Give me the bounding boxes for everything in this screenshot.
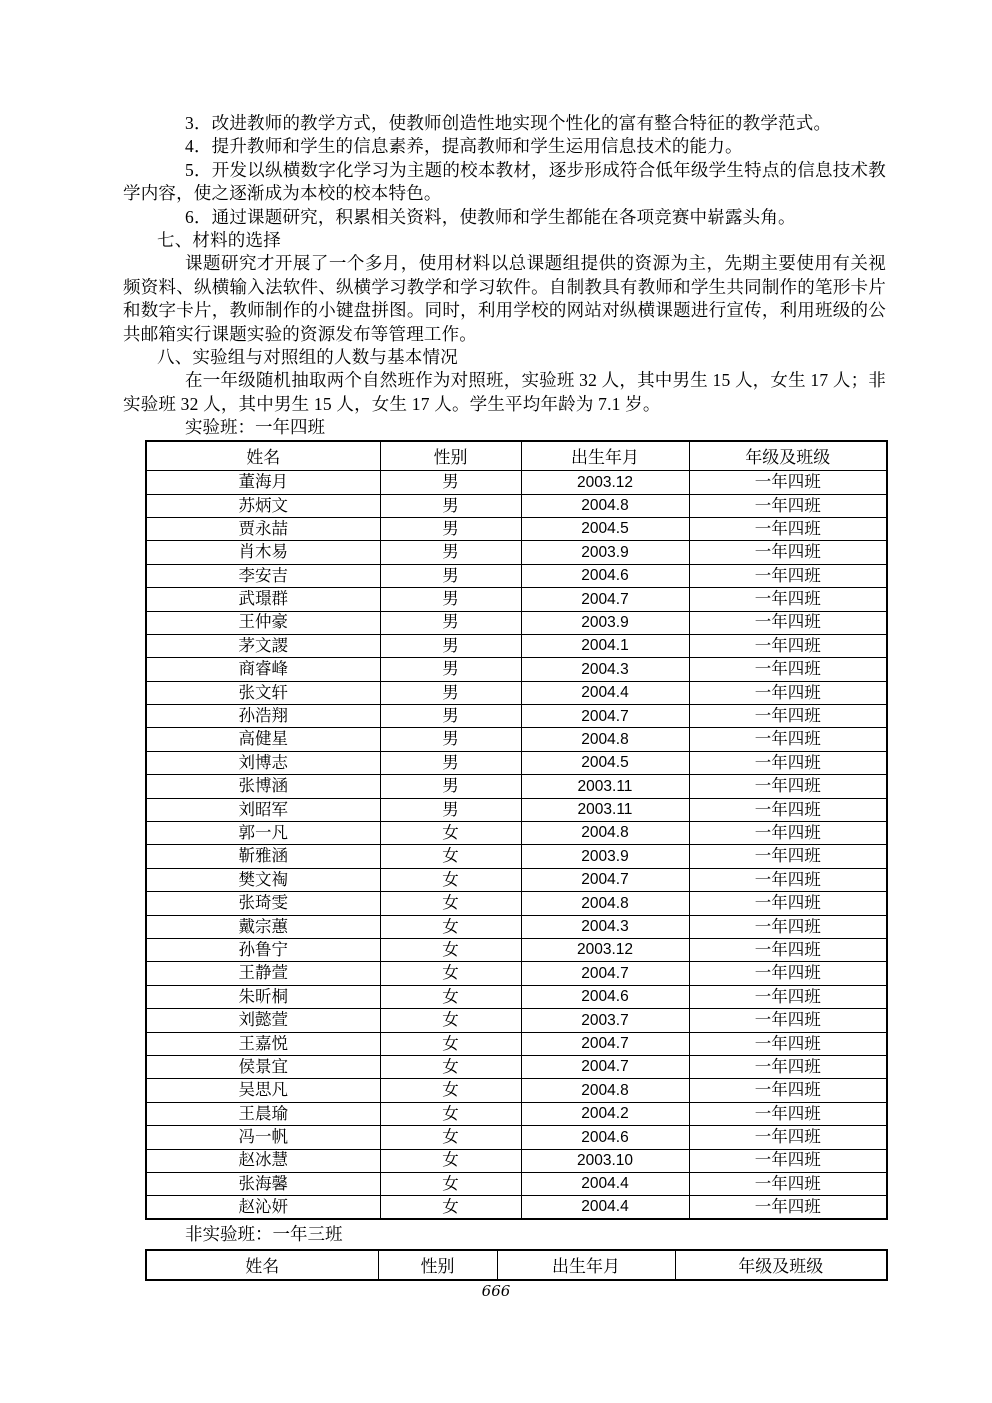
table-cell: 2004.8 [521, 892, 689, 915]
experimental-class-table [145, 440, 888, 1221]
table-cell: 武璟群 [146, 588, 380, 611]
table-cell: 刘博志 [146, 751, 380, 774]
table-cell: 女 [380, 868, 521, 891]
table-cell: 张博涵 [146, 775, 380, 798]
table-cell: 一年四班 [689, 705, 887, 728]
table-row [146, 541, 887, 564]
table-cell: 男 [380, 705, 521, 728]
table-row [146, 728, 887, 751]
table-cell: 一年四班 [689, 658, 887, 681]
table-cell: 张琦雯 [146, 892, 380, 915]
table-header-row [146, 441, 887, 471]
table-cell: 男 [380, 541, 521, 564]
table-cell: 樊文祹 [146, 868, 380, 891]
table-cell: 男 [380, 775, 521, 798]
table-cell: 2003.9 [521, 845, 689, 868]
table-cell: 女 [380, 1102, 521, 1125]
table-cell: 一年四班 [689, 611, 887, 634]
table-cell: 2003.12 [521, 471, 689, 494]
table-cell: 孙浩翔 [146, 705, 380, 728]
table-cell: 张文轩 [146, 681, 380, 704]
table-cell: 2004.5 [521, 517, 689, 540]
table-cell: 2004.5 [521, 751, 689, 774]
table-row [146, 798, 887, 821]
table-cell: 男 [380, 494, 521, 517]
table-cell: 一年四班 [689, 1009, 887, 1032]
table-cell: 2004.7 [521, 588, 689, 611]
column-header-name: 姓名 [146, 441, 380, 471]
table-cell: 赵冰慧 [146, 1149, 380, 1172]
table-cell: 男 [380, 658, 521, 681]
table-cell: 一年四班 [689, 892, 887, 915]
table-cell: 张海馨 [146, 1172, 380, 1195]
table-cell: 2003.7 [521, 1009, 689, 1032]
table-cell: 女 [380, 1196, 521, 1219]
table-cell: 一年四班 [689, 868, 887, 891]
table-cell: 苏炳文 [146, 494, 380, 517]
table-cell: 男 [380, 728, 521, 751]
table-cell: 一年四班 [689, 471, 887, 494]
table-cell: 孙鲁宁 [146, 939, 380, 962]
table-cell: 茅文謖 [146, 634, 380, 657]
table-cell: 一年四班 [689, 775, 887, 798]
table-cell: 2004.6 [521, 564, 689, 587]
table-cell: 女 [380, 915, 521, 938]
table-cell: 一年四班 [689, 494, 887, 517]
table-cell: 刘昭军 [146, 798, 380, 821]
table-cell: 女 [380, 1149, 521, 1172]
table-cell: 女 [380, 985, 521, 1008]
table-cell: 一年四班 [689, 634, 887, 657]
paragraph-item-5: 5．开发以纵横数字化学习为主题的校本教材，逐步形成符合低年级学生特点的信息技术教学内容，使之逐渐成为本校的校本特色。 [123, 159, 886, 204]
table-cell: 一年四班 [689, 939, 887, 962]
table-row [146, 1126, 887, 1149]
table-row [146, 1055, 887, 1078]
table-cell: 一年四班 [689, 1102, 887, 1125]
table-row [146, 471, 887, 494]
column-header-class: 年级及班级 [689, 441, 887, 471]
table-row [146, 751, 887, 774]
table-cell: 高健星 [146, 728, 380, 751]
table-cell: 一年四班 [689, 751, 887, 774]
table-cell: 女 [380, 939, 521, 962]
table-cell: 2004.8 [521, 1079, 689, 1102]
table-cell: 女 [380, 1172, 521, 1195]
table-cell: 一年四班 [689, 915, 887, 938]
table-cell: 2003.11 [521, 798, 689, 821]
table-cell: 2004.8 [521, 728, 689, 751]
table-cell: 王嘉悦 [146, 1032, 380, 1055]
table-cell: 一年四班 [689, 681, 887, 704]
table-cell: 2004.2 [521, 1102, 689, 1125]
table-row [146, 1032, 887, 1055]
column-header-birthdate: 出生年月 [521, 441, 689, 471]
table-row [146, 634, 887, 657]
table-cell: 2004.3 [521, 658, 689, 681]
table-cell: 肖木易 [146, 541, 380, 564]
table-cell: 2004.7 [521, 868, 689, 891]
table-cell: 2004.3 [521, 915, 689, 938]
column-header-name: 姓名 [146, 1250, 378, 1280]
table-cell: 董海月 [146, 471, 380, 494]
table-cell: 男 [380, 588, 521, 611]
table-cell: 一年四班 [689, 541, 887, 564]
table-cell: 一年四班 [689, 962, 887, 985]
table-cell: 2004.7 [521, 705, 689, 728]
table-cell: 2004.4 [521, 1172, 689, 1195]
column-header-gender: 性别 [378, 1250, 497, 1280]
table-cell: 男 [380, 751, 521, 774]
table-cell: 一年四班 [689, 1079, 887, 1102]
table-cell: 商睿峰 [146, 658, 380, 681]
table-cell: 女 [380, 1079, 521, 1102]
table-cell: 王静萱 [146, 962, 380, 985]
table-cell: 王晨瑜 [146, 1102, 380, 1125]
table-cell: 2004.1 [521, 634, 689, 657]
table-cell: 2004.7 [521, 1055, 689, 1078]
table-row [146, 1172, 887, 1195]
table-cell: 2004.7 [521, 962, 689, 985]
table-cell: 男 [380, 798, 521, 821]
table-cell: 李安吉 [146, 564, 380, 587]
table-row [146, 658, 887, 681]
table-row [146, 892, 887, 915]
table-cell: 一年四班 [689, 985, 887, 1008]
table-cell: 一年四班 [689, 564, 887, 587]
table-cell: 男 [380, 471, 521, 494]
table-cell: 一年四班 [689, 798, 887, 821]
table-row [146, 1009, 887, 1032]
table-row [146, 705, 887, 728]
table-cell: 侯景宜 [146, 1055, 380, 1078]
table-cell: 2004.6 [521, 1126, 689, 1149]
table-cell: 一年四班 [689, 845, 887, 868]
table-cell: 2003.10 [521, 1149, 689, 1172]
page-number: 666 [481, 1282, 511, 1300]
table-row [146, 494, 887, 517]
table-row [146, 822, 887, 845]
table-cell: 男 [380, 634, 521, 657]
section-heading-7: 七、材料的选择 [157, 230, 281, 251]
table-cell: 一年四班 [689, 822, 887, 845]
table-cell: 冯一帆 [146, 1126, 380, 1149]
table-cell: 吴思凡 [146, 1079, 380, 1102]
table-cell: 一年四班 [689, 1149, 887, 1172]
table-row [146, 1196, 887, 1219]
experimental-class-label: 实验班：一年四班 [185, 417, 325, 438]
table-row [146, 985, 887, 1008]
table-row [146, 1079, 887, 1102]
table-cell: 男 [380, 517, 521, 540]
table-cell: 靳雅涵 [146, 845, 380, 868]
table-cell: 2003.9 [521, 541, 689, 564]
column-header-gender: 性别 [380, 441, 521, 471]
table-cell: 2004.7 [521, 1032, 689, 1055]
column-header-birthdate: 出生年月 [497, 1250, 675, 1280]
table-cell: 一年四班 [689, 1055, 887, 1078]
table-header-row [146, 1250, 887, 1280]
table-cell: 一年四班 [689, 517, 887, 540]
table-cell: 女 [380, 1055, 521, 1078]
table-cell: 女 [380, 1009, 521, 1032]
table-cell: 女 [380, 1126, 521, 1149]
table-cell: 2004.8 [521, 822, 689, 845]
table-cell: 王仲豪 [146, 611, 380, 634]
table-cell: 一年四班 [689, 1172, 887, 1195]
table-cell: 贾永喆 [146, 517, 380, 540]
table-row [146, 962, 887, 985]
table-cell: 男 [380, 611, 521, 634]
document-body [123, 112, 886, 1281]
table-cell: 2004.4 [521, 681, 689, 704]
table-cell: 2004.4 [521, 1196, 689, 1219]
table-cell: 郭一凡 [146, 822, 380, 845]
table-cell: 一年四班 [689, 1126, 887, 1149]
paragraph-item-4: 4．提升教师和学生的信息素养，提高教师和学生运用信息技术的能力。 [185, 136, 743, 157]
paragraph-materials: 课题研究才开展了一个多月，使用材料以总课题组提供的资源为主，先期主要使用有关视频资料、纵横输入法软件、纵横学习教学和学习软件。自制教具有教师和学生共同制作的笔形卡片和数字卡片，教师制作的小键盘拼图。同时，利用学校的网站对纵横课题进行宣传，利用班级的公共邮箱实行课题实验的资源发布等管理工作。 [123, 253, 886, 344]
table-cell: 刘懿萱 [146, 1009, 380, 1032]
control-class-label: 非实验班：一年三班 [185, 1224, 343, 1245]
table-cell: 男 [380, 564, 521, 587]
table-cell: 一年四班 [689, 1032, 887, 1055]
table-row [146, 845, 887, 868]
table-row [146, 1149, 887, 1172]
table-cell: 女 [380, 845, 521, 868]
paragraph-item-3: 3．改进教师的教学方式，使教师创造性地实现个性化的富有整合特征的教学范式。 [185, 113, 832, 133]
table-row [146, 915, 887, 938]
column-header-class: 年级及班级 [675, 1250, 887, 1280]
table-row [146, 1102, 887, 1125]
table-cell: 女 [380, 1032, 521, 1055]
table-cell: 戴宗蕙 [146, 915, 380, 938]
table-cell: 一年四班 [689, 1196, 887, 1219]
table-cell: 2004.8 [521, 494, 689, 517]
table-row [146, 588, 887, 611]
table-row [146, 939, 887, 962]
table-cell: 2004.6 [521, 985, 689, 1008]
table-cell: 2003.12 [521, 939, 689, 962]
table-cell: 朱昕桐 [146, 985, 380, 1008]
table-cell: 2003.9 [521, 611, 689, 634]
paragraph-groups: 在一年级随机抽取两个自然班作为对照班，实验班 32 人，其中男生 15 人，女生 17 人；非实验班 32 人，其中男生 15 人，女生 17 人。学生平均年龄为 7.1 岁。 [123, 370, 886, 414]
table-row [146, 611, 887, 634]
control-class-table [145, 1249, 888, 1281]
table-row [146, 681, 887, 704]
table-row [146, 564, 887, 587]
table-row [146, 775, 887, 798]
table-row [146, 868, 887, 891]
table-cell: 2003.11 [521, 775, 689, 798]
table-row [146, 517, 887, 540]
table-cell: 一年四班 [689, 588, 887, 611]
table-cell: 女 [380, 822, 521, 845]
paragraph-item-6: 6．通过课题研究，积累相关资料，使教师和学生都能在各项竞赛中崭露头角。 [185, 206, 796, 227]
section-heading-8: 八、实验组与对照组的人数与基本情况 [157, 347, 458, 368]
table-cell: 女 [380, 962, 521, 985]
table-cell: 男 [380, 681, 521, 704]
table-cell: 女 [380, 892, 521, 915]
table-cell: 赵沁妍 [146, 1196, 380, 1219]
table-cell: 一年四班 [689, 728, 887, 751]
